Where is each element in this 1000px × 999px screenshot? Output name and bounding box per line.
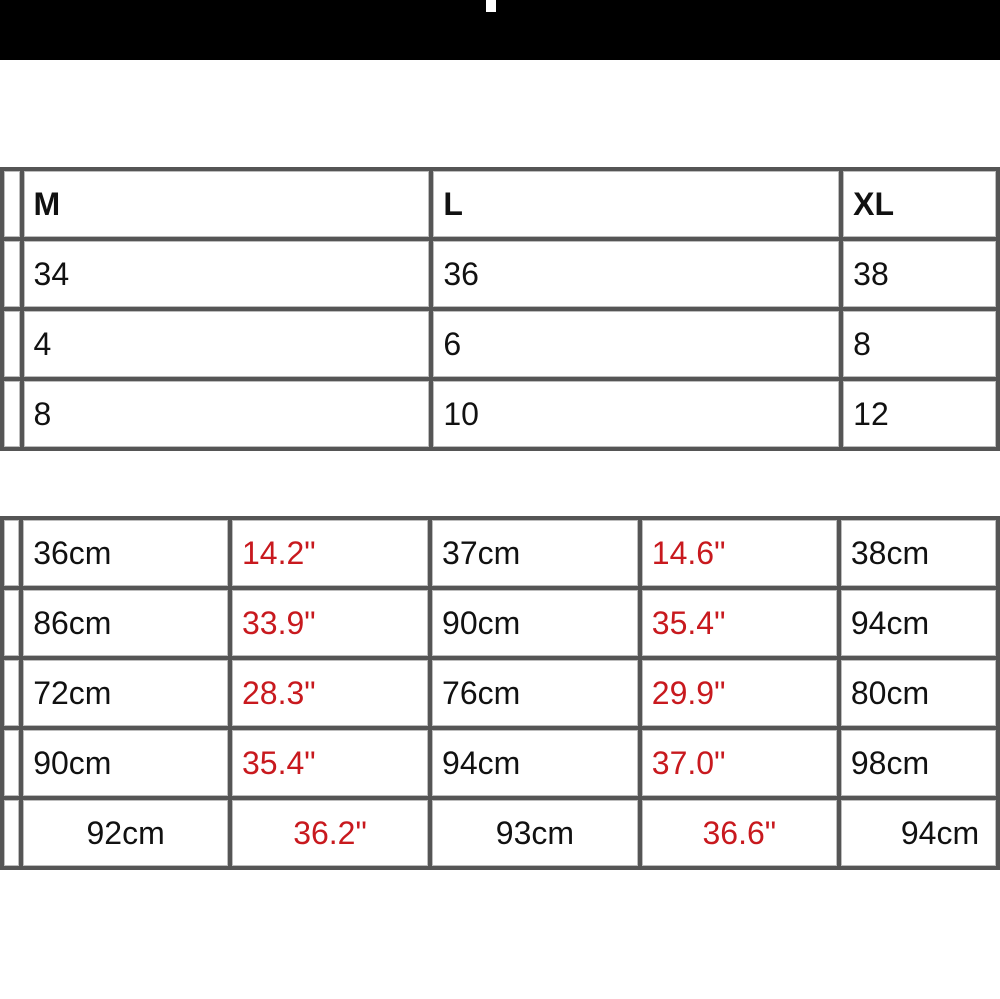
table-row bbox=[2, 169, 998, 239]
size-conversion-table bbox=[0, 167, 1000, 451]
l-cm-cell: 93cm bbox=[430, 798, 640, 868]
l-cm-cell: 90cm bbox=[430, 588, 640, 658]
table-cell bbox=[2, 588, 21, 658]
m-inch-cell: 14.2" bbox=[230, 518, 430, 588]
table-row bbox=[2, 239, 998, 309]
m-cm-cell: 36cm bbox=[21, 518, 230, 588]
table-cell bbox=[2, 658, 21, 728]
table-cell: 12 bbox=[841, 379, 998, 449]
xl-cm-cell: 38cm bbox=[839, 518, 998, 588]
table-row bbox=[2, 658, 998, 728]
table-cell bbox=[2, 798, 21, 868]
table-cell: 34 bbox=[22, 239, 432, 309]
xl-cm-cell: 94cm bbox=[839, 798, 998, 868]
table-cell: 8 bbox=[841, 309, 998, 379]
l-cm-cell: 37cm bbox=[430, 518, 640, 588]
table-cell: 4 bbox=[22, 309, 432, 379]
l-inch-cell: 29.9" bbox=[640, 658, 839, 728]
l-inch-cell: 36.6" bbox=[640, 798, 839, 868]
table-cell: 10 bbox=[431, 379, 841, 449]
table-row bbox=[2, 798, 998, 868]
table-row bbox=[2, 728, 998, 798]
m-inch-cell: 33.9" bbox=[230, 588, 430, 658]
m-inch-cell: 35.4" bbox=[230, 728, 430, 798]
header-bar bbox=[0, 0, 1000, 60]
table-row bbox=[2, 588, 998, 658]
table-cell bbox=[2, 518, 21, 588]
table-cell: 6 bbox=[431, 309, 841, 379]
m-cm-cell: 92cm bbox=[21, 798, 230, 868]
table-row bbox=[2, 379, 998, 449]
table-cell bbox=[2, 379, 22, 449]
xl-cm-cell: 94cm bbox=[839, 588, 998, 658]
size-header-l: L bbox=[431, 169, 841, 239]
m-cm-cell: 72cm bbox=[21, 658, 230, 728]
table-row bbox=[2, 309, 998, 379]
m-cm-cell: 86cm bbox=[21, 588, 230, 658]
table-cell bbox=[2, 728, 21, 798]
m-inch-cell: 36.2" bbox=[230, 798, 430, 868]
l-inch-cell: 14.6" bbox=[640, 518, 839, 588]
m-inch-cell: 28.3" bbox=[230, 658, 430, 728]
l-inch-cell: 35.4" bbox=[640, 588, 839, 658]
size-header-xl: XL bbox=[841, 169, 998, 239]
l-inch-cell: 37.0" bbox=[640, 728, 839, 798]
table-cell bbox=[2, 169, 22, 239]
table-cell: 38 bbox=[841, 239, 998, 309]
l-cm-cell: 76cm bbox=[430, 658, 640, 728]
xl-cm-cell: 80cm bbox=[839, 658, 998, 728]
measurement-table bbox=[0, 516, 1000, 870]
table-cell bbox=[2, 239, 22, 309]
l-cm-cell: 94cm bbox=[430, 728, 640, 798]
table-cell: 36 bbox=[431, 239, 841, 309]
size-header-m: M bbox=[22, 169, 432, 239]
m-cm-cell: 90cm bbox=[21, 728, 230, 798]
header-title-fragment bbox=[486, 0, 496, 12]
table-cell: 8 bbox=[22, 379, 432, 449]
xl-cm-cell: 98cm bbox=[839, 728, 998, 798]
table-row bbox=[2, 518, 998, 588]
table-cell bbox=[2, 309, 22, 379]
